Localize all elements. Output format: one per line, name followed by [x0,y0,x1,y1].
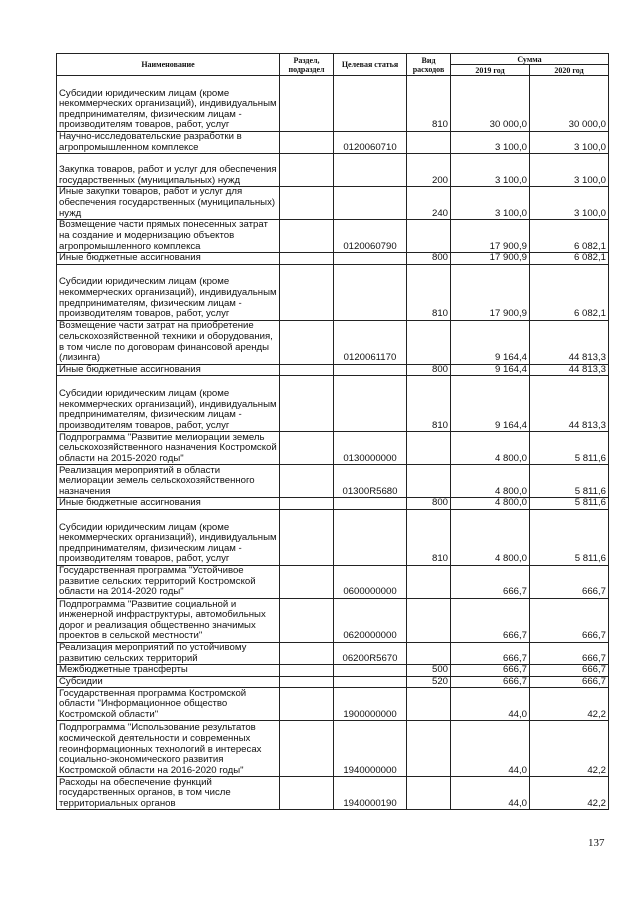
cell-section [280,721,334,777]
cell-v2020: 6 082,1 [530,220,609,253]
cell-type [407,642,451,664]
cell-v2020: 44 813,3 [530,320,609,364]
cell-code: 0130000000 [334,432,407,465]
cell-type [407,432,451,465]
cell-v2020: 5 811,6 [530,432,609,465]
header-section: Раздел, подраздел [280,54,334,76]
table-row [57,220,609,253]
cell-type: 520 [407,676,451,688]
cell-name: Реализация мероприятий в области мелиорации земель сельскохозяйственного назначения [57,465,280,498]
cell-v2020: 5 811,6 [530,498,609,510]
cell-name: Закупка товаров, работ и услуг для обеспечения государственных (муниципальных) нужд [57,154,280,187]
cell-code [334,665,407,677]
cell-v2019: 9 164,4 [451,364,530,376]
cell-code [334,253,407,265]
cell-name: Расходы на обеспечение функций государственных органов, в том числе территориальных органов [57,777,280,810]
cell-v2020: 666,7 [530,676,609,688]
cell-section [280,320,334,364]
table-row [57,320,609,364]
cell-code [334,364,407,376]
cell-v2019: 4 800,0 [451,432,530,465]
cell-type [407,465,451,498]
cell-name: Иные бюджетные ассигнования [57,498,280,510]
cell-type: 200 [407,154,451,187]
table-row [57,665,609,677]
cell-v2019: 30 000,0 [451,76,530,132]
cell-v2020: 5 811,6 [530,509,609,565]
cell-type [407,320,451,364]
cell-section [280,253,334,265]
cell-v2019: 4 800,0 [451,498,530,510]
cell-type [407,688,451,721]
budget-table [56,53,609,810]
table-row [57,253,609,265]
cell-code: 01300R5680 [334,465,407,498]
cell-section [280,220,334,253]
table-row [57,76,609,132]
cell-section [280,598,334,642]
table-row [57,364,609,376]
cell-v2019: 44,0 [451,777,530,810]
cell-name: Подпрограмма "Использование результатов космической деятельности и современных геоинформационных технологий в интересах социально-экономического развития Костромской области на 2016-2020 годы" [57,721,280,777]
cell-code: 0120060710 [334,132,407,154]
cell-v2019: 17 900,9 [451,253,530,265]
cell-v2019: 666,7 [451,665,530,677]
cell-v2020: 666,7 [530,642,609,664]
cell-code: 06200R5670 [334,642,407,664]
cell-v2019: 4 800,0 [451,509,530,565]
cell-type [407,721,451,777]
cell-v2020: 30 000,0 [530,76,609,132]
cell-v2019: 666,7 [451,676,530,688]
cell-v2019: 666,7 [451,565,530,598]
cell-section [280,154,334,187]
cell-name: Реализация мероприятий по устойчивому развитию сельских территорий [57,642,280,664]
cell-type: 500 [407,665,451,677]
header-article: Целевая статья [334,54,407,76]
cell-code: 0120061170 [334,320,407,364]
table-row [57,565,609,598]
cell-v2019: 44,0 [451,721,530,777]
cell-v2019: 666,7 [451,642,530,664]
cell-v2020: 3 100,0 [530,187,609,220]
cell-v2020: 42,2 [530,721,609,777]
cell-v2019: 17 900,9 [451,220,530,253]
cell-v2020: 42,2 [530,688,609,721]
cell-v2020: 6 082,1 [530,264,609,320]
cell-type [407,777,451,810]
table-row [57,509,609,565]
cell-name: Субсидии юридическим лицам (кроме некоммерческих организаций), индивидуальным предпринимателям, физическим лицам - производителям товаров, работ, услуг [57,76,280,132]
table-row [57,777,609,810]
cell-v2020: 3 100,0 [530,132,609,154]
table-row [57,498,609,510]
cell-v2020: 666,7 [530,565,609,598]
cell-v2019: 4 800,0 [451,465,530,498]
cell-v2019: 666,7 [451,598,530,642]
cell-type: 810 [407,76,451,132]
cell-v2019: 9 164,4 [451,376,530,432]
table-row [57,688,609,721]
cell-section [280,187,334,220]
page-number: 137 [588,837,605,849]
cell-name: Иные бюджетные ассигнования [57,364,280,376]
table-row [57,432,609,465]
header-type: Вид расходов [407,54,451,76]
cell-code: 0620000000 [334,598,407,642]
cell-section [280,76,334,132]
cell-type: 800 [407,364,451,376]
cell-type: 800 [407,498,451,510]
cell-v2020: 6 082,1 [530,253,609,265]
cell-v2019: 9 164,4 [451,320,530,364]
table-row [57,598,609,642]
cell-code: 1940000000 [334,721,407,777]
cell-v2020: 3 100,0 [530,154,609,187]
cell-code: 1900000000 [334,688,407,721]
header-year-2020: 2020 год [530,65,609,76]
cell-code [334,376,407,432]
cell-section [280,565,334,598]
table-row [57,465,609,498]
cell-code [334,187,407,220]
cell-name: Межбюджетные трансферты [57,665,280,677]
cell-section [280,432,334,465]
cell-type [407,220,451,253]
table-row [57,721,609,777]
cell-name: Государственная программа "Устойчивое развитие сельских территорий Костромской области на 2014-2020 годы" [57,565,280,598]
cell-section [280,665,334,677]
cell-code [334,264,407,320]
cell-name: Субсидии юридическим лицам (кроме некоммерческих организаций), индивидуальным предпринимателям, физическим лицам - производителям товаров, работ, услуг [57,376,280,432]
table-row [57,154,609,187]
cell-v2020: 44 813,3 [530,364,609,376]
cell-code [334,154,407,187]
cell-type: 810 [407,509,451,565]
cell-v2020: 666,7 [530,598,609,642]
cell-name: Научно-исследовательские разработки в агропромышленном комплексе [57,132,280,154]
cell-v2019: 44,0 [451,688,530,721]
table-row [57,676,609,688]
cell-type: 810 [407,264,451,320]
cell-code: 0600000000 [334,565,407,598]
cell-name: Субсидии юридическим лицам (кроме некоммерческих организаций), индивидуальным предпринимателям, физическим лицам - производителям товаров, работ, услуг [57,264,280,320]
cell-section [280,642,334,664]
cell-v2019: 17 900,9 [451,264,530,320]
table-body [57,76,609,810]
cell-name: Субсидии [57,676,280,688]
table-row [57,187,609,220]
cell-name: Подпрограмма "Развитие социальной и инженерной инфраструктуры, автомобильных дорог и реализация общественно значимых проектов в сельской местности" [57,598,280,642]
cell-section [280,777,334,810]
cell-code [334,676,407,688]
cell-type: 800 [407,253,451,265]
cell-name: Иные закупки товаров, работ и услуг для обеспечения государственных (муниципальных) нужд [57,187,280,220]
cell-section [280,376,334,432]
cell-type [407,132,451,154]
cell-v2020: 44 813,3 [530,376,609,432]
cell-section [280,676,334,688]
cell-v2019: 3 100,0 [451,154,530,187]
cell-name: Подпрограмма "Развитие мелиорации земель сельскохозяйственного назначения Костромской области на 2015-2020 годы" [57,432,280,465]
cell-section [280,509,334,565]
cell-type: 240 [407,187,451,220]
table-row [57,642,609,664]
cell-v2020: 42,2 [530,777,609,810]
header-name: Наименование [57,54,280,76]
cell-name: Субсидии юридическим лицам (кроме некоммерческих организаций), индивидуальным предпринимателям, физическим лицам - производителям товаров, работ, услуг [57,509,280,565]
cell-code [334,76,407,132]
cell-name: Возмещение части прямых понесенных затрат на создание и модернизацию объектов агропромышленного комплекса [57,220,280,253]
cell-section [280,264,334,320]
cell-type: 810 [407,376,451,432]
cell-section [280,498,334,510]
cell-v2019: 3 100,0 [451,132,530,154]
table-row [57,132,609,154]
cell-name: Государственная программа Костромской области "Информационное общество Костромской области" [57,688,280,721]
cell-v2019: 3 100,0 [451,187,530,220]
cell-type [407,598,451,642]
cell-v2020: 666,7 [530,665,609,677]
cell-name: Возмещение части затрат на приобретение сельскохозяйственной техники и оборудования, в том числе по договорам финансовой аренды (лизинга) [57,320,280,364]
cell-section [280,364,334,376]
cell-name: Иные бюджетные ассигнования [57,253,280,265]
cell-section [280,688,334,721]
header-year-2019: 2019 год [451,65,530,76]
cell-section [280,132,334,154]
cell-code [334,509,407,565]
table-row [57,376,609,432]
table-row [57,264,609,320]
cell-v2020: 5 811,6 [530,465,609,498]
cell-type [407,565,451,598]
cell-code [334,498,407,510]
cell-code: 0120060790 [334,220,407,253]
cell-section [280,465,334,498]
cell-code: 1940000190 [334,777,407,810]
header-sum: Сумма [451,54,609,65]
